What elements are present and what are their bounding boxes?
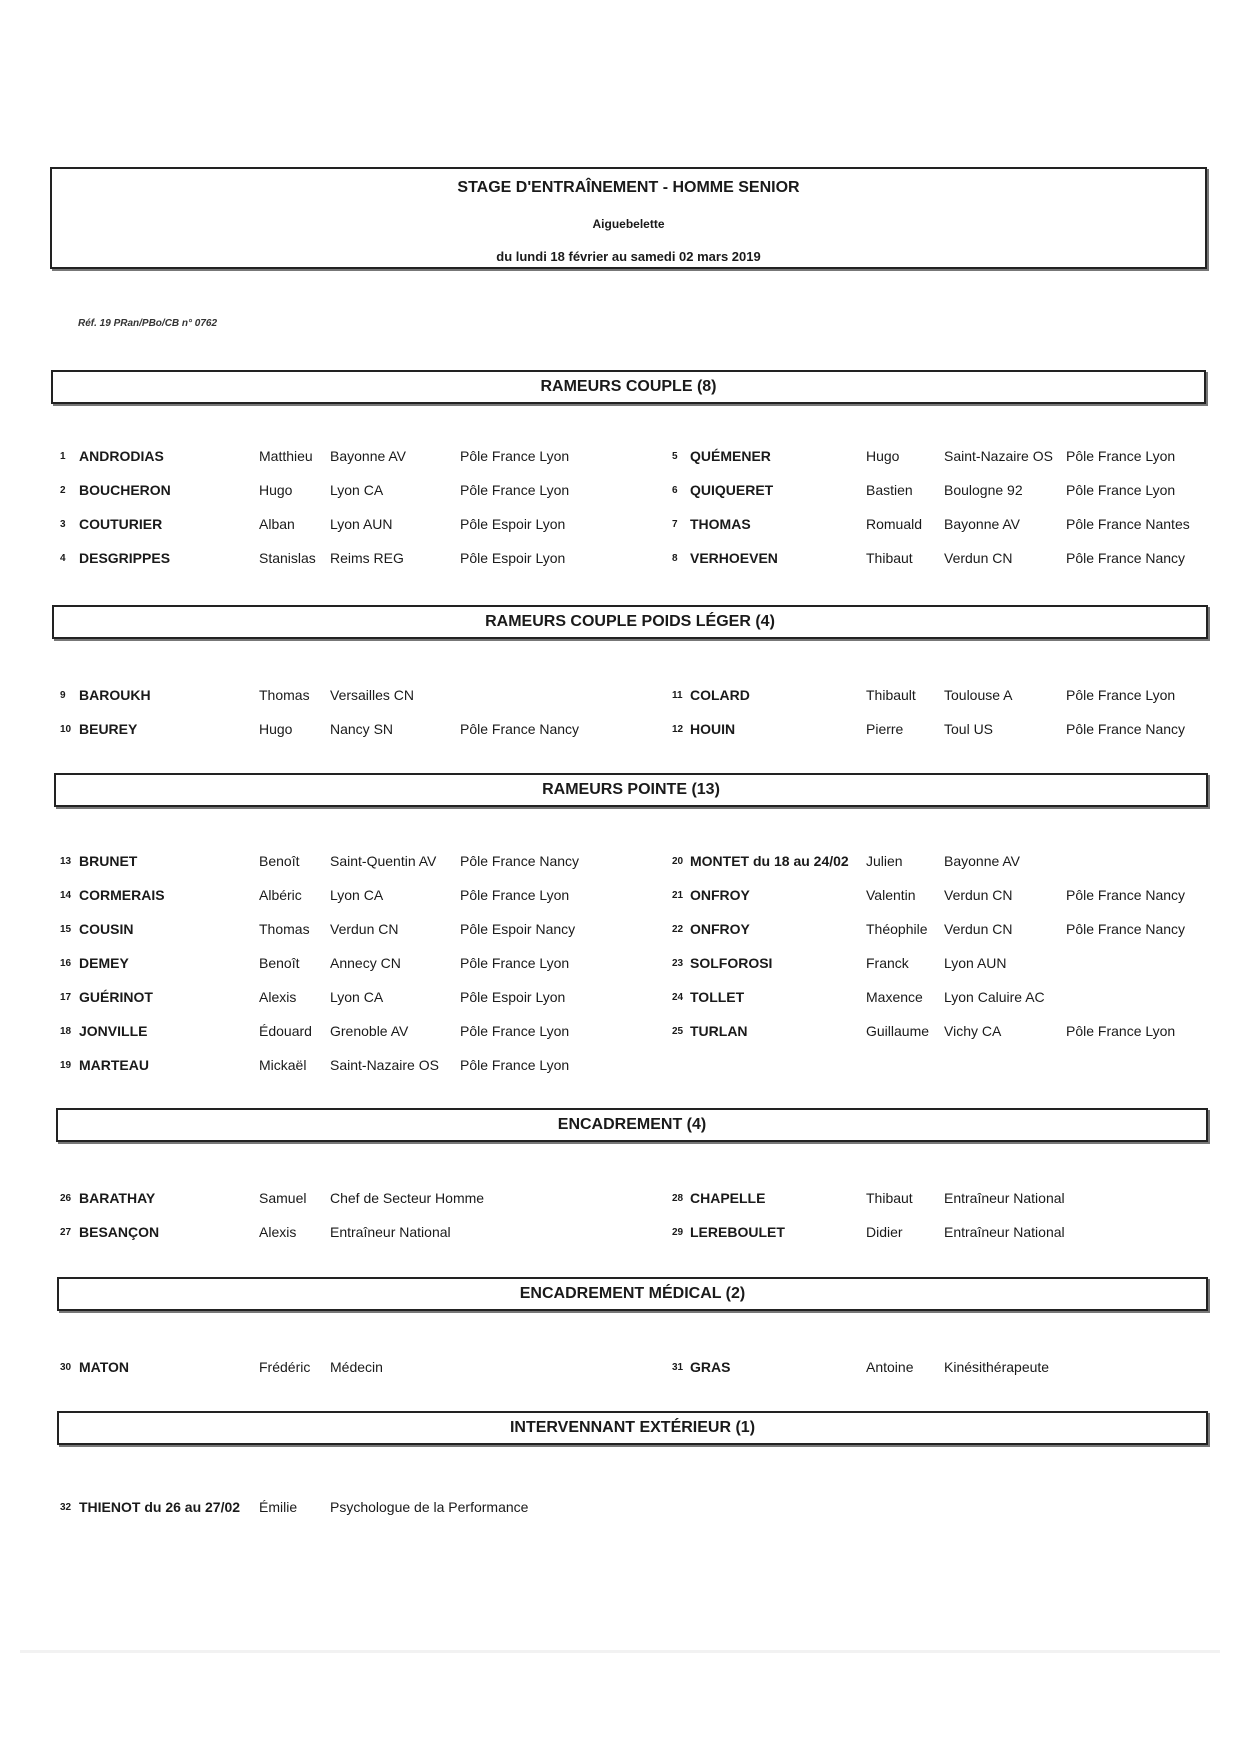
person-first-name: Benoît [259, 853, 300, 869]
person-club-or-role: Saint-Nazaire OS [944, 448, 1053, 464]
person-number: 31 [672, 1362, 684, 1373]
person-row [0, 1224, 1240, 1244]
person-last-name: CORMERAIS [79, 887, 165, 903]
person-pole: Pôle France Lyon [460, 955, 570, 971]
person-number: 32 [60, 1502, 72, 1513]
person-first-name: Thomas [259, 687, 310, 703]
person-pole: Pôle France Nantes [1066, 516, 1190, 532]
person-club-or-role: Lyon Caluire AC [944, 989, 1045, 1005]
person-pole: Pôle France Nancy [1066, 721, 1186, 737]
person-first-name: Pierre [866, 721, 904, 737]
person-pole: Pôle France Nancy [1066, 921, 1186, 937]
person-club-or-role: Bayonne AV [330, 448, 407, 464]
person-pole: Pôle France Lyon [460, 1023, 570, 1039]
person-last-name: GUÉRINOT [79, 989, 153, 1005]
person-number: 22 [672, 924, 684, 935]
document-title: STAGE D'ENTRAÎNEMENT - HOMME SENIOR [457, 179, 800, 196]
person-row [0, 1359, 1240, 1379]
person-row [0, 516, 1240, 536]
person-row [0, 1023, 1240, 1043]
person-club-or-role: Nancy SN [330, 721, 394, 737]
person-first-name: Théophile [866, 921, 928, 937]
person-pole: Pôle France Nancy [1066, 887, 1186, 903]
person-first-name: Antoine [866, 1359, 914, 1375]
person-row [0, 482, 1240, 502]
person-number: 23 [672, 958, 684, 969]
person-number: 17 [60, 992, 72, 1003]
document-dates: du lundi 18 février au samedi 02 mars 2019 [496, 249, 761, 264]
person-row [0, 448, 1240, 468]
person-last-name: DEMEY [79, 955, 129, 971]
person-first-name: Édouard [259, 1023, 312, 1039]
person-number: 12 [672, 724, 684, 735]
header-box [50, 167, 1207, 269]
person-last-name: QUÉMENER [690, 448, 771, 464]
person-pole: Pôle France Nancy [1066, 550, 1186, 566]
person-last-name: BOUCHERON [79, 482, 171, 498]
person-pole: Pôle France Lyon [1066, 687, 1176, 703]
person-row [0, 1499, 1240, 1519]
person-last-name: BAROUKH [79, 687, 151, 703]
person-club-or-role: Lyon CA [330, 482, 384, 498]
person-number: 19 [60, 1060, 72, 1071]
person-last-name: DESGRIPPES [79, 550, 171, 566]
person-row [0, 853, 1240, 873]
person-number: 11 [672, 690, 683, 701]
person-number: 13 [60, 856, 72, 867]
person-last-name: THOMAS [690, 516, 751, 532]
person-club-or-role: Verdun CN [944, 550, 1013, 566]
section-title-box: RAMEURS POINTE (13) [54, 773, 1208, 807]
person-number: 21 [672, 890, 684, 901]
person-club-or-role: Annecy CN [330, 955, 401, 971]
person-club-or-role: Verdun CN [330, 921, 399, 937]
person-first-name: Thomas [259, 921, 310, 937]
person-pole: Pôle France Lyon [1066, 482, 1176, 498]
person-pole: Pôle France Nancy [460, 853, 580, 869]
person-last-name: SOLFOROSI [690, 955, 773, 971]
person-number: 25 [672, 1026, 684, 1037]
person-pole: Pôle France Lyon [460, 887, 570, 903]
person-club-or-role: Médecin [330, 1359, 383, 1375]
person-club-or-role: Verdun CN [944, 921, 1013, 937]
person-row [0, 687, 1240, 707]
person-club-or-role: Entraîneur National [330, 1224, 451, 1240]
section-title-box: ENCADREMENT (4) [56, 1108, 1208, 1142]
person-club-or-role: Lyon AUN [944, 955, 1007, 971]
person-last-name: VERHOEVEN [690, 550, 778, 566]
person-club-or-role: Saint-Quentin AV [330, 853, 437, 869]
person-number: 16 [60, 958, 72, 969]
person-first-name: Stanislas [259, 550, 316, 566]
person-number: 2 [60, 485, 66, 496]
person-club-or-role: Grenoble AV [330, 1023, 409, 1039]
person-first-name: Bastien [866, 482, 913, 498]
person-last-name: BESANÇON [79, 1224, 160, 1240]
person-row [0, 721, 1240, 741]
person-first-name: Julien [866, 853, 903, 869]
person-pole: Pôle France Nancy [460, 721, 580, 737]
person-first-name: Mickaël [259, 1057, 307, 1073]
person-first-name: Maxence [866, 989, 923, 1005]
person-number: 3 [60, 519, 66, 530]
person-first-name: Albéric [259, 887, 302, 903]
person-club-or-role: Entraîneur National [944, 1190, 1065, 1206]
person-pole: Pôle Espoir Nancy [460, 921, 576, 937]
person-last-name: COUTURIER [79, 516, 163, 532]
person-pole: Pôle France Lyon [1066, 448, 1176, 464]
person-pole: Pôle France Lyon [460, 448, 570, 464]
person-club-or-role: Reims REG [330, 550, 404, 566]
section-title-box: INTERVENNANT EXTÉRIEUR (1) [57, 1411, 1208, 1445]
person-club-or-role: Saint-Nazaire OS [330, 1057, 439, 1073]
person-last-name: MONTET du 18 au 24/02 [690, 853, 849, 869]
person-last-name: BEUREY [79, 721, 138, 737]
person-row [0, 989, 1240, 1009]
person-club-or-role: Chef de Secteur Homme [330, 1190, 485, 1206]
person-number: 20 [672, 856, 684, 867]
person-first-name: Thibault [866, 687, 916, 703]
reference-number: Réf. 19 PRan/PBo/CB n° 0762 [78, 318, 218, 329]
person-first-name: Franck [866, 955, 909, 971]
person-number: 30 [60, 1362, 72, 1373]
person-last-name: JONVILLE [79, 1023, 148, 1039]
person-last-name: BRUNET [79, 853, 138, 869]
person-pole: Pôle Espoir Lyon [460, 516, 566, 532]
scan-artifact [20, 1650, 1220, 1653]
person-first-name: Didier [866, 1224, 903, 1240]
person-number: 1 [60, 451, 66, 462]
person-club-or-role: Toulouse A [944, 687, 1013, 703]
person-club-or-role: Lyon AUN [330, 516, 393, 532]
person-club-or-role: Toul US [944, 721, 994, 737]
person-first-name: Thibaut [866, 1190, 913, 1206]
person-last-name: MARTEAU [79, 1057, 149, 1073]
person-number: 5 [672, 451, 678, 462]
person-last-name: QUIQUERET [690, 482, 774, 498]
person-row [0, 921, 1240, 941]
person-number: 18 [60, 1026, 72, 1037]
person-club-or-role: Bayonne AV [944, 516, 1021, 532]
person-last-name: TURLAN [690, 1023, 748, 1039]
person-club-or-role: Boulogne 92 [944, 482, 1023, 498]
person-pole: Pôle France Lyon [460, 482, 570, 498]
section-title-box: RAMEURS COUPLE POIDS LÉGER (4) [52, 605, 1208, 639]
person-first-name: Valentin [866, 887, 916, 903]
person-number: 7 [672, 519, 678, 530]
person-last-name: COLARD [690, 687, 750, 703]
person-club-or-role: Versailles CN [330, 687, 415, 703]
person-first-name: Hugo [259, 482, 293, 498]
person-row [0, 1190, 1240, 1210]
person-number: 26 [60, 1193, 72, 1204]
person-number: 28 [672, 1193, 684, 1204]
person-club-or-role: Verdun CN [944, 887, 1013, 903]
person-last-name: ANDRODIAS [79, 448, 164, 464]
person-number: 29 [672, 1227, 684, 1238]
person-last-name: MATON [79, 1359, 130, 1375]
person-first-name: Émilie [259, 1499, 298, 1515]
person-last-name: LEREBOULET [690, 1224, 785, 1240]
person-first-name: Frédéric [259, 1359, 311, 1375]
person-pole: Pôle Espoir Lyon [460, 550, 566, 566]
person-last-name: GRAS [690, 1359, 731, 1375]
person-number: 10 [60, 724, 72, 735]
person-number: 8 [672, 553, 678, 564]
person-first-name: Alexis [259, 1224, 297, 1240]
person-pole: Pôle France Lyon [460, 1057, 570, 1073]
person-last-name: CHAPELLE [690, 1190, 766, 1206]
person-first-name: Guillaume [866, 1023, 930, 1039]
person-last-name: THIENOT du 26 au 27/02 [79, 1499, 241, 1515]
person-club-or-role: Entraîneur National [944, 1224, 1065, 1240]
person-club-or-role: Kinésithérapeute [944, 1359, 1050, 1375]
person-number: 24 [672, 992, 684, 1003]
person-last-name: ONFROY [690, 921, 750, 937]
person-first-name: Matthieu [259, 448, 313, 464]
person-first-name: Hugo [866, 448, 900, 464]
section-title-box: ENCADREMENT MÉDICAL (2) [57, 1277, 1208, 1311]
person-row [0, 955, 1240, 975]
section-title-box: RAMEURS COUPLE (8) [51, 370, 1206, 404]
person-row [0, 550, 1240, 570]
person-last-name: HOUIN [690, 721, 736, 737]
person-club-or-role: Lyon CA [330, 989, 384, 1005]
person-row [0, 887, 1240, 907]
person-last-name: BARATHAY [79, 1190, 156, 1206]
person-last-name: TOLLET [690, 989, 745, 1005]
person-first-name: Thibaut [866, 550, 913, 566]
person-pole: Pôle Espoir Lyon [460, 989, 566, 1005]
person-number: 9 [60, 690, 66, 701]
person-first-name: Samuel [259, 1190, 307, 1206]
person-first-name: Alban [259, 516, 295, 532]
person-number: 27 [60, 1227, 72, 1238]
person-last-name: COUSIN [79, 921, 134, 937]
person-number: 6 [672, 485, 678, 496]
person-last-name: ONFROY [690, 887, 750, 903]
person-first-name: Romuald [866, 516, 923, 532]
person-number: 4 [60, 553, 66, 564]
person-number: 14 [60, 890, 72, 901]
person-club-or-role: Lyon CA [330, 887, 384, 903]
person-club-or-role: Bayonne AV [944, 853, 1021, 869]
document-location: Aiguebelette [592, 217, 665, 231]
person-first-name: Hugo [259, 721, 293, 737]
person-row [0, 1057, 1240, 1077]
person-club-or-role: Psychologue de la Performance [330, 1499, 529, 1515]
person-pole: Pôle France Lyon [1066, 1023, 1176, 1039]
person-first-name: Alexis [259, 989, 297, 1005]
person-club-or-role: Vichy CA [944, 1023, 1002, 1039]
person-first-name: Benoît [259, 955, 300, 971]
person-number: 15 [60, 924, 72, 935]
